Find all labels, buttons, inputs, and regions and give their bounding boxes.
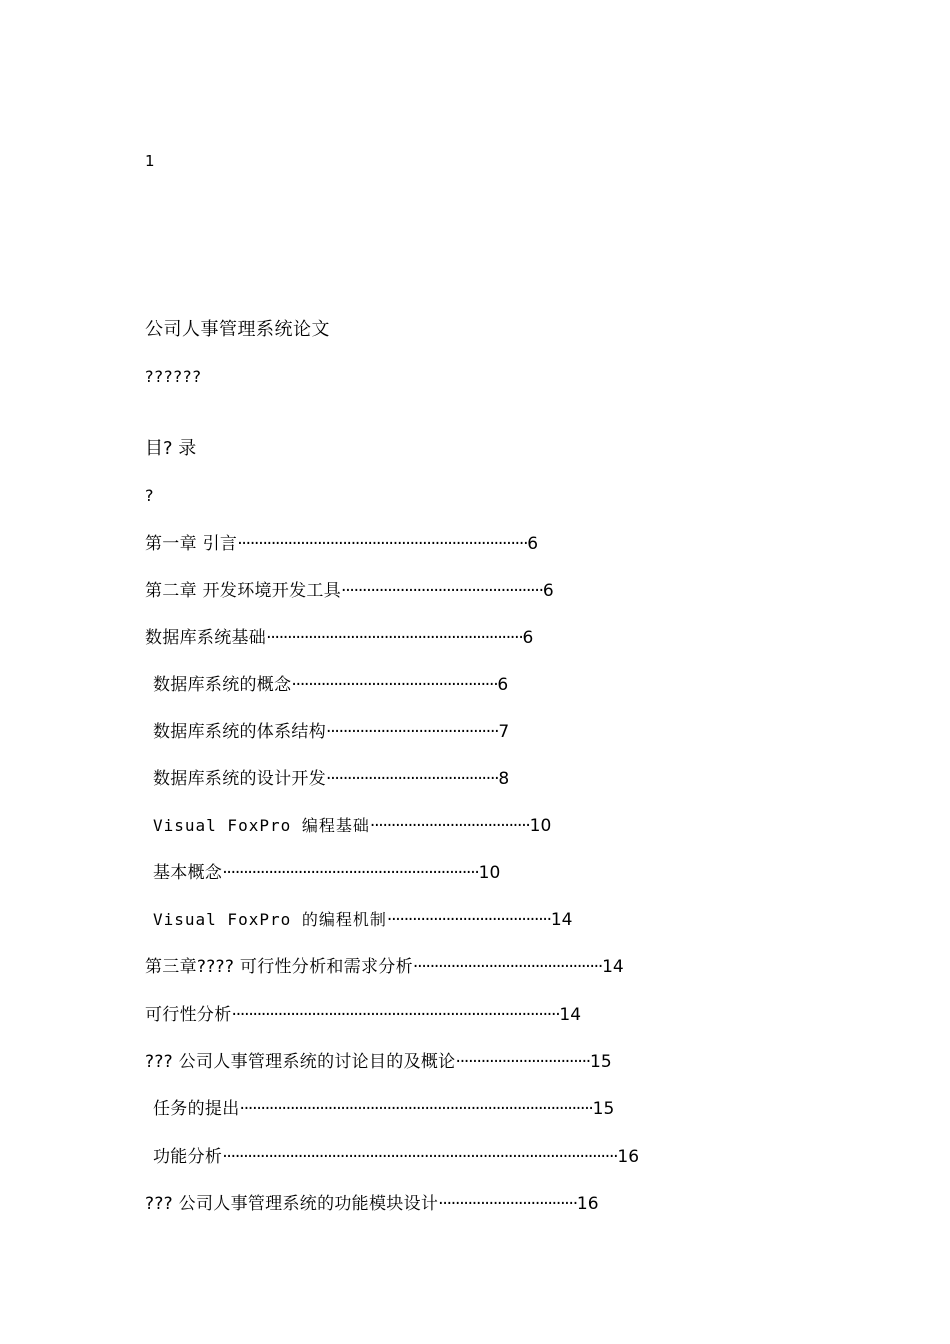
toc-dot-leader: ······························································································ bbox=[222, 1147, 618, 1167]
toc-entry-page: 10 bbox=[529, 816, 552, 836]
toc-entry bbox=[153, 1146, 639, 1168]
toc-dot-leader: ······································· bbox=[386, 910, 551, 930]
toc-entry-label: 功能分析 bbox=[153, 1147, 223, 1167]
toc-entry-label: 第三章???? 可行性分析和需求分析 bbox=[145, 957, 413, 977]
toc-entry bbox=[145, 580, 554, 602]
toc-entry bbox=[153, 862, 500, 884]
toc-entry bbox=[153, 815, 551, 837]
toc-entry-page: 7 bbox=[498, 722, 510, 742]
toc-dot-leader: ········································· bbox=[326, 722, 499, 742]
page-number: 1 bbox=[145, 152, 155, 170]
toc-dot-leader: ············································· bbox=[412, 957, 603, 977]
toc-dot-leader: ········································· bbox=[326, 769, 499, 789]
toc-entry-page: 15 bbox=[592, 1099, 615, 1119]
toc-entry bbox=[145, 533, 538, 555]
toc-dot-leader: ······································ bbox=[369, 816, 530, 836]
toc-dot-leader: ················································· bbox=[291, 675, 498, 695]
toc-dot-leader: ································ bbox=[455, 1052, 591, 1072]
toc-entry bbox=[153, 768, 509, 790]
toc-dot-leader: ····························································· bbox=[266, 628, 523, 648]
toc-entry bbox=[145, 1051, 612, 1073]
toc-entry bbox=[145, 627, 533, 649]
toc-entry bbox=[153, 909, 572, 931]
toc-entry bbox=[145, 1193, 599, 1215]
toc-entry-label: 数据库系统的概念 bbox=[153, 675, 292, 695]
garbled-subtitle: ?????? bbox=[145, 367, 202, 386]
toc-heading-marker: ? bbox=[145, 486, 154, 505]
toc-entry-page: 8 bbox=[498, 769, 510, 789]
toc-dot-leader: ····································································· bbox=[237, 534, 528, 554]
toc-entry-label: 可行性分析 bbox=[145, 1005, 232, 1025]
toc-entry bbox=[153, 1098, 614, 1120]
toc-entry-page: 6 bbox=[522, 628, 534, 648]
toc-entry-label: 数据库系统的设计开发 bbox=[153, 769, 326, 789]
toc-entry-label: 任务的提出 bbox=[153, 1099, 240, 1119]
toc-entry-page: 14 bbox=[602, 957, 624, 977]
toc-entry bbox=[145, 1004, 581, 1026]
toc-entry-label: ??? 公司人事管理系统的讨论目的及概论 bbox=[145, 1052, 456, 1072]
toc-entry-page: 14 bbox=[559, 1005, 582, 1025]
toc-entry-label: 第一章 引言 bbox=[145, 534, 238, 554]
toc-dot-leader: ····························································· bbox=[222, 863, 479, 883]
toc-entry-label: Visual FoxPro 的编程机制 bbox=[153, 910, 387, 929]
toc-entry-label: 数据库系统的体系结构 bbox=[153, 722, 326, 742]
toc-dot-leader: ································· bbox=[438, 1194, 577, 1214]
toc-entry-page: 10 bbox=[478, 863, 501, 883]
toc-entry-page: 15 bbox=[590, 1052, 612, 1072]
toc-entry bbox=[153, 674, 508, 696]
toc-entry-label: Visual FoxPro 编程基础 bbox=[153, 816, 370, 835]
toc-dot-leader: ················································ bbox=[341, 581, 543, 601]
toc-entry-label: 基本概念 bbox=[153, 863, 223, 883]
toc-entry-page: 14 bbox=[550, 910, 573, 930]
toc-dot-leader: ···················································································· bbox=[239, 1099, 593, 1119]
document-title: 公司人事管理系统论文 bbox=[145, 319, 330, 340]
toc-entry-page: 6 bbox=[542, 581, 554, 601]
toc-heading: 目? 录 bbox=[145, 438, 197, 459]
toc-dot-leader: ·············································································· bbox=[231, 1005, 560, 1025]
toc-entry-label: ??? 公司人事管理系统的功能模块设计 bbox=[145, 1194, 439, 1214]
toc-entry-page: 6 bbox=[497, 675, 509, 695]
toc-entry bbox=[145, 956, 624, 978]
toc-entry bbox=[153, 721, 509, 743]
toc-entry-page: 16 bbox=[617, 1147, 640, 1167]
toc-entry-page: 6 bbox=[527, 534, 539, 554]
toc-entry-label: 第二章 开发环境开发工具 bbox=[145, 581, 342, 601]
toc-entry-label: 数据库系统基础 bbox=[145, 628, 267, 648]
toc-entry-page: 16 bbox=[576, 1194, 599, 1214]
